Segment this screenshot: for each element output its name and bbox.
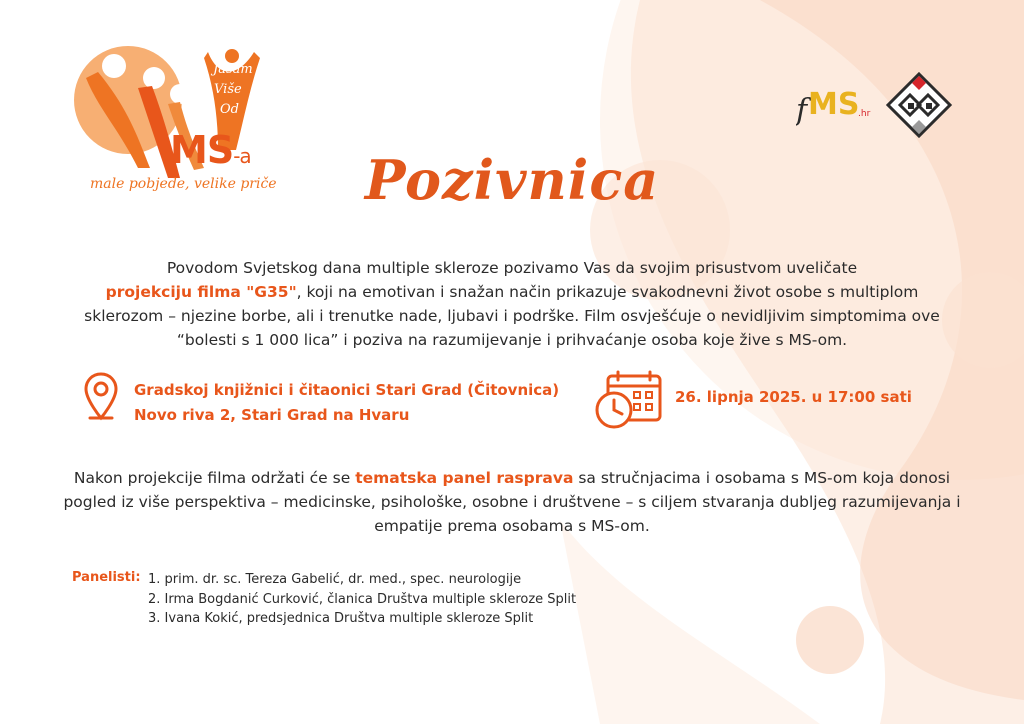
film-highlight: projekciju filma "G35" xyxy=(105,283,297,301)
panelist-item: 3. Ivana Kokić, predsjednica Društva multiple skleroze Split xyxy=(148,611,534,626)
calendar-clock-icon xyxy=(594,370,664,430)
venue-address: Novo riva 2, Stari Grad na Hvaru xyxy=(134,406,410,424)
event-date: 26. lipnja 2025. u 17:00 sati xyxy=(675,388,912,406)
location-pin-icon xyxy=(84,372,118,422)
fms-logo-ms: MS xyxy=(808,87,860,122)
panel-text-before: Nakon projekcije filma održati će se xyxy=(73,469,356,487)
panelists-list xyxy=(148,570,576,629)
arc-text-vise: Više xyxy=(214,82,242,97)
page-title: Pozivnica xyxy=(364,148,660,212)
ethno-pattern-logo xyxy=(886,72,952,138)
arc-text-od: Od xyxy=(220,102,239,117)
fms-partner-logo xyxy=(796,80,880,130)
panelist-item: 1. prim. dr. sc. Tereza Gabelić, dr. med., spec. neurologije xyxy=(148,572,522,587)
panel-paragraph xyxy=(60,466,964,538)
fms-logo-hr: .hr xyxy=(858,109,871,119)
panel-highlight: tematska panel rasprava xyxy=(355,469,574,487)
venue-name: Gradskoj knjižnici i čitaonici Stari Grad (Čitovnica) xyxy=(134,381,560,399)
intro-paragraph xyxy=(70,256,954,352)
brand-ms-name: MS xyxy=(170,128,234,172)
panelists-label: Panelisti: xyxy=(72,570,141,585)
intro-line: Povodom Svjetskog dana multiple skleroze pozivamo Vas da svojim prisustvom uveličate xyxy=(166,259,858,277)
intro-rest: , koji na emotivan i snažan način prikazuje svakodnevni život osobe s multiplom sklerozom – njezine borbe, ali i trenutke nade, ljubavi i podrške. Film osvješćuje o nevidljivim simptomima ove “bolesti s 1 000 lica” i poziva na razumijevanje i prihvaćanje osoba koje žive s MS-om. xyxy=(84,283,940,349)
brand-ms-suffix: -a xyxy=(233,144,251,168)
venue-block xyxy=(134,378,559,428)
panelist-item: 2. Irma Bogdanić Curković, članica Društva multiple skleroze Split xyxy=(148,591,577,607)
fms-logo-f: f xyxy=(796,93,808,128)
brand-tagline: male pobjede, velike priče xyxy=(90,176,277,192)
panel-text-after: sa stručnjacima i osobama s MS-om koja donosi pogled iz više perspektiva – medicinske, psihološke, osobne i društvene – s ciljem stvaranja dubljeg razumijevanja i empatije prema osobama s MS-om. xyxy=(63,469,961,535)
arc-text-jasam: Jasam xyxy=(213,62,253,77)
